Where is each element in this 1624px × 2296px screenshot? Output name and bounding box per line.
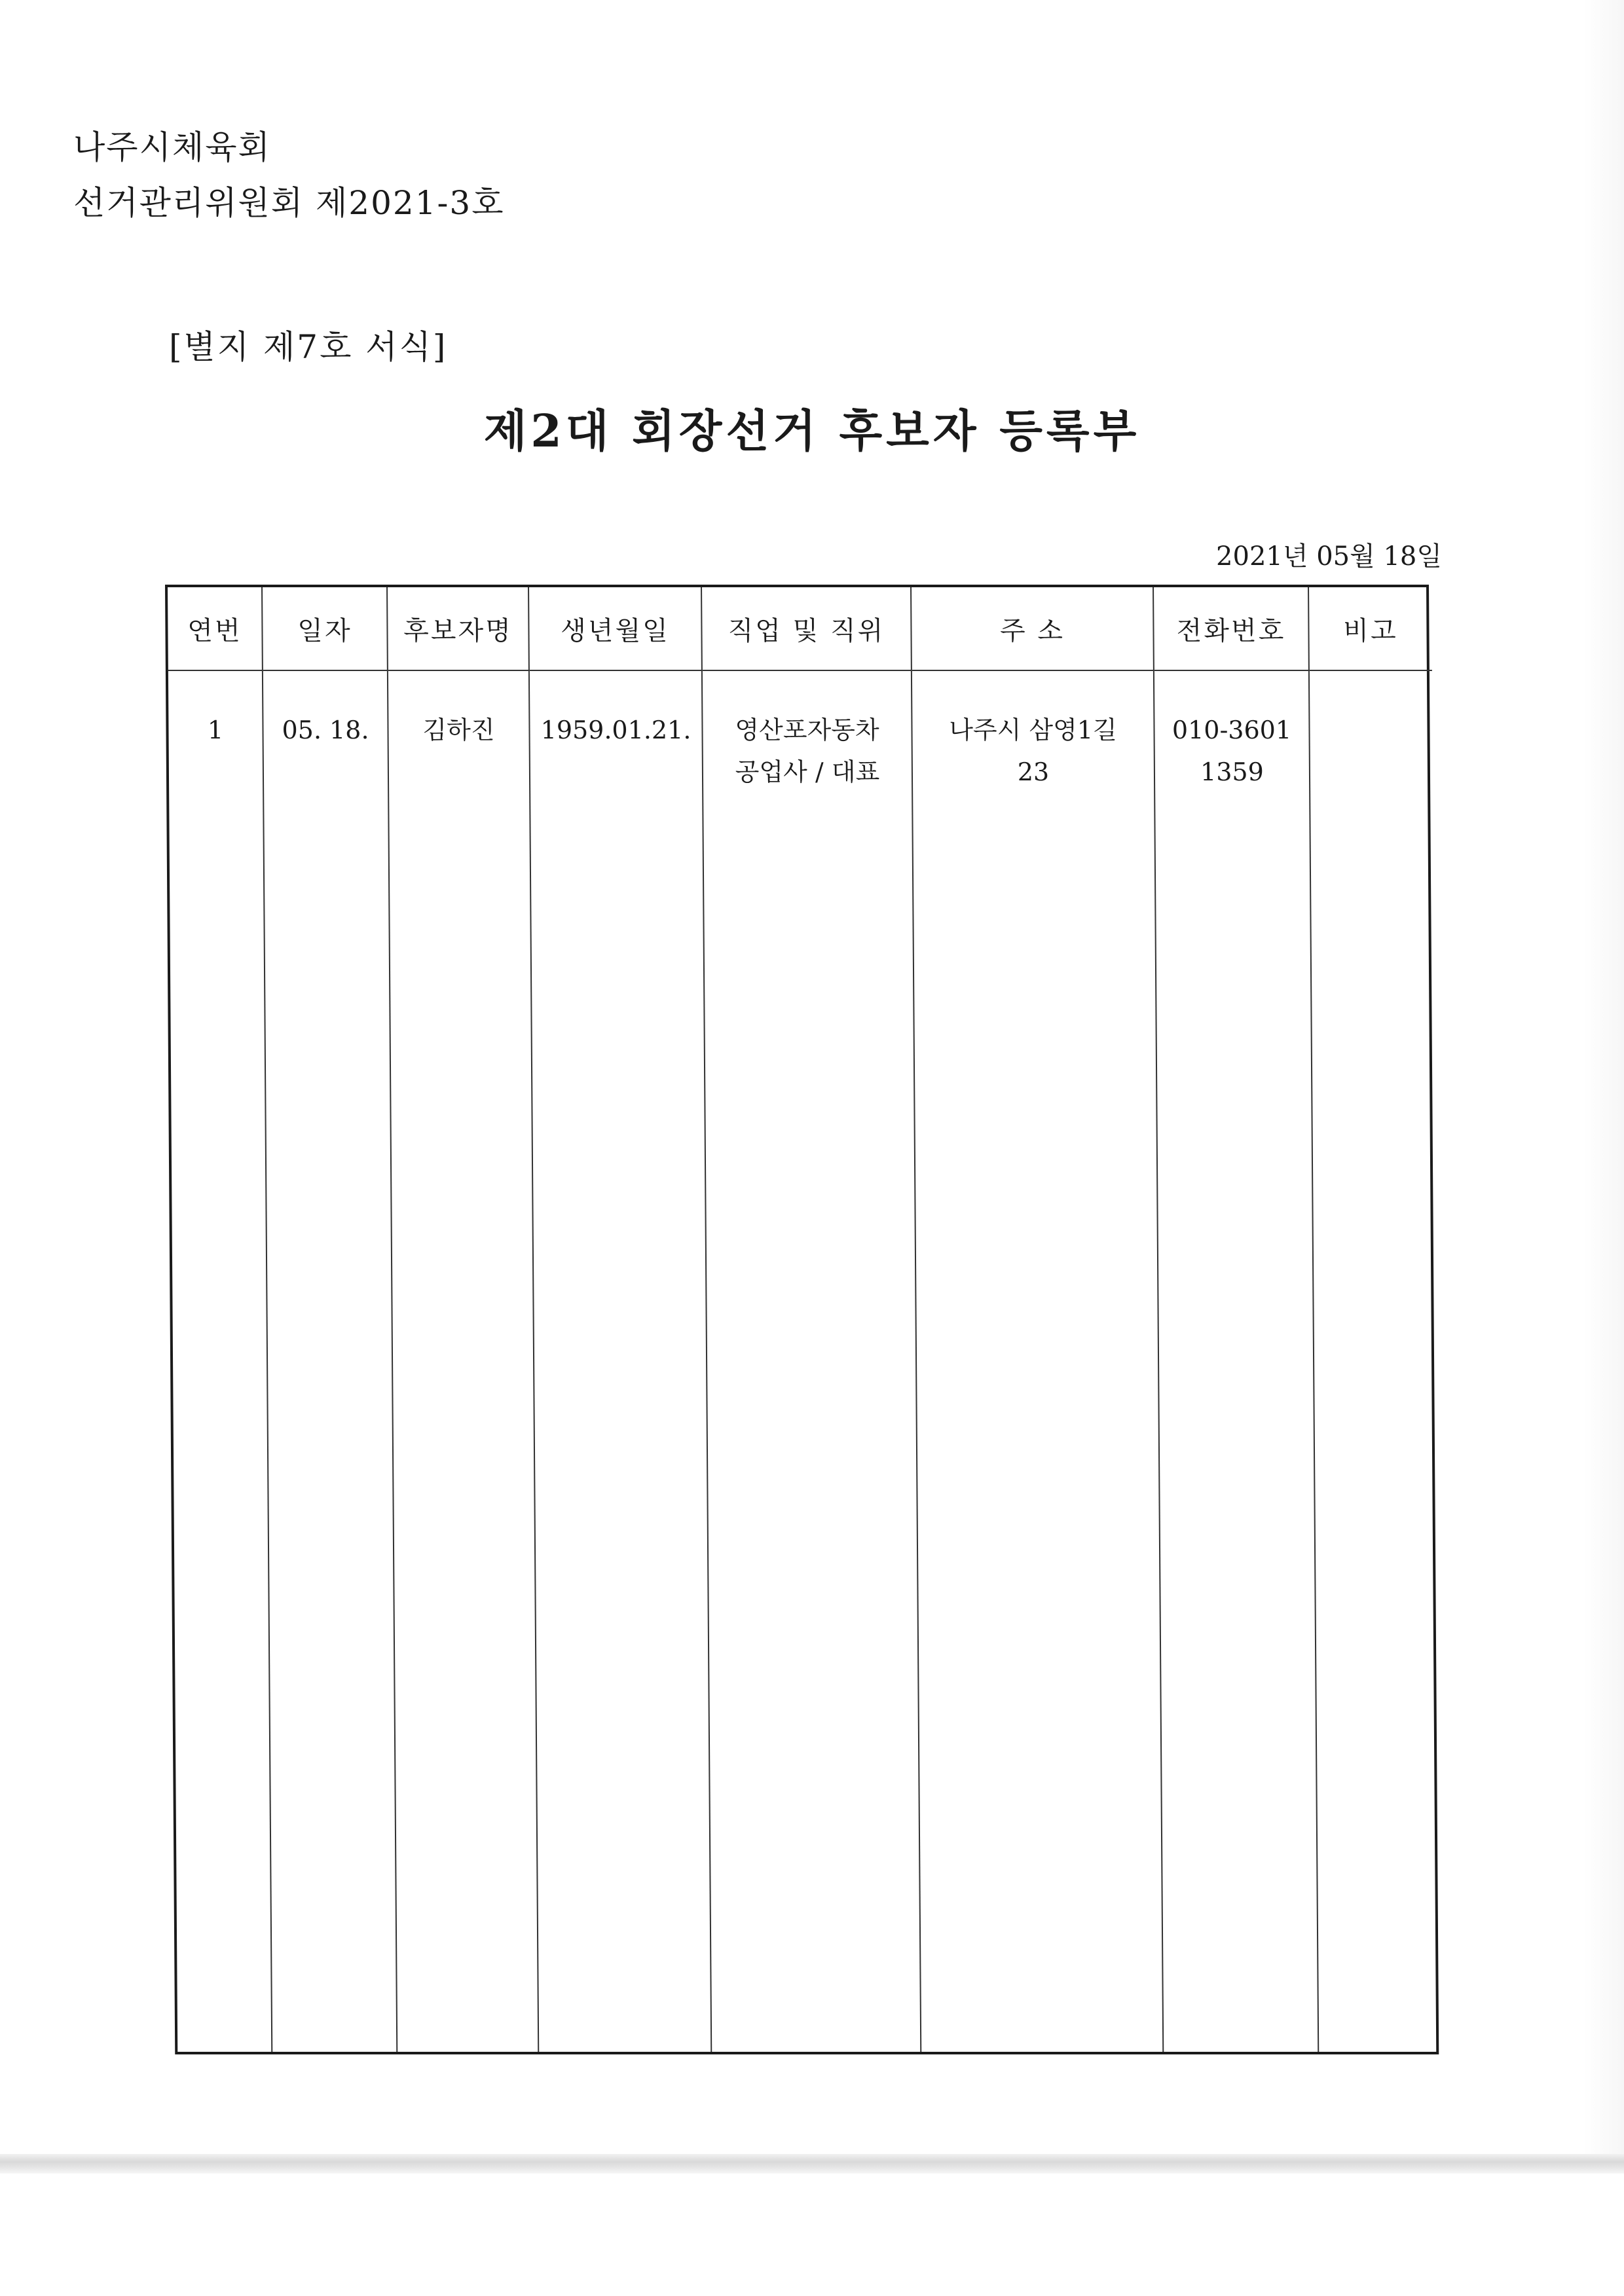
header-occupation: 직업 및 직위 bbox=[701, 587, 912, 670]
cell-birth-date bbox=[529, 670, 711, 2052]
serial-number-value: 1 bbox=[207, 716, 224, 744]
occupation-line1: 영산포자동차 bbox=[735, 716, 879, 744]
scan-shadow-right bbox=[1583, 0, 1624, 2160]
header-address: 주 소 bbox=[911, 587, 1154, 670]
table-header-row bbox=[168, 587, 1432, 670]
occupation-line2: 공업사 / 대표 bbox=[735, 757, 880, 786]
birth-date-value: 1959.01.21. bbox=[540, 716, 692, 744]
document-title: 제2대 회장선거 후보자 등록부 bbox=[483, 405, 1141, 458]
header-remarks: 비고 bbox=[1308, 587, 1432, 670]
cell-date bbox=[263, 670, 397, 2052]
candidate-name-value: 김하진 bbox=[422, 716, 495, 744]
cell-serial-number bbox=[168, 670, 272, 2052]
scan-shadow-bottom bbox=[0, 2154, 1624, 2174]
candidate-registry-table bbox=[168, 587, 1441, 2052]
document-date: 2021년 05월 18일 bbox=[1216, 541, 1442, 572]
phone-line1: 010-3601 bbox=[1172, 716, 1292, 744]
document-number: 선거관리위원회 제2021-3호 bbox=[73, 184, 505, 222]
header-birth-date: 생년월일 bbox=[528, 587, 702, 670]
address-line1: 나주시 삼영1길 bbox=[949, 716, 1117, 744]
cell-occupation bbox=[702, 670, 921, 2052]
header-serial-number: 연번 bbox=[168, 587, 263, 670]
address-line2: 23 bbox=[1017, 757, 1050, 786]
cell-candidate-name bbox=[388, 670, 538, 2052]
phone-line2: 1359 bbox=[1200, 757, 1264, 786]
cell-remarks bbox=[1309, 670, 1441, 2052]
header-phone: 전화번호 bbox=[1153, 587, 1309, 670]
organization-name: 나주시체육회 bbox=[73, 128, 271, 166]
cell-phone bbox=[1154, 670, 1318, 2052]
registry-table-frame bbox=[165, 585, 1439, 2054]
date-value: 05. 18. bbox=[282, 716, 369, 744]
form-label: [별지 제7호 서식] bbox=[169, 328, 448, 366]
cell-address bbox=[912, 670, 1163, 2052]
table-row bbox=[168, 670, 1441, 2052]
header-date: 일자 bbox=[262, 587, 388, 670]
header-candidate-name: 후보자명 bbox=[387, 587, 529, 670]
